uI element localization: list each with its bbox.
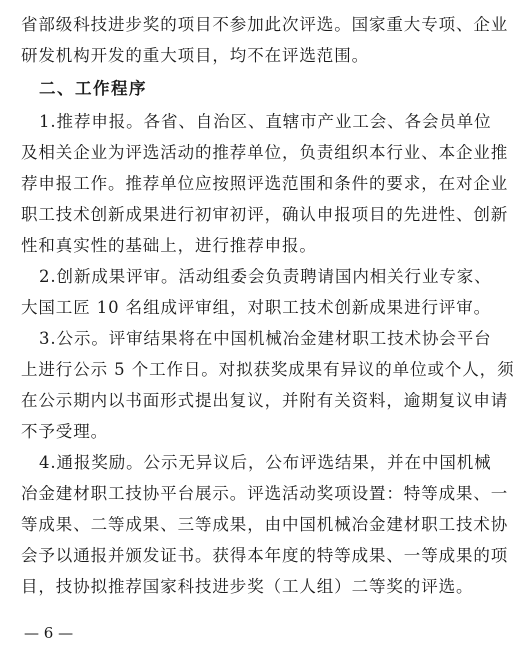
text-line: 上进行公示 5 个工作日。对拟获奖成果有异议的单位或个人，须: [21, 360, 515, 379]
text-line: 冶金建材职工技协平台展示。评选活动奖项设置：特等成果、一: [21, 484, 509, 503]
section-heading: 二、工作程序: [39, 79, 147, 98]
page-number: — 6 —: [24, 624, 74, 642]
text-line: 及相关企业为评选活动的推荐单位，负责组织本行业、本企业推: [21, 143, 509, 162]
text-line: 荐申报工作。推荐单位应按照评选范围和条件的要求，在对企业: [21, 174, 509, 193]
text-line: 在公示期内以书面形式提出复议，并附有关资料，逾期复议申请: [21, 391, 509, 410]
text-line: 会予以通报并颁发证书。获得本年度的特等成果、一等成果的项: [21, 546, 509, 565]
text-line: 2.创新成果评审。活动组委会负责聘请国内相关行业专家、: [39, 267, 492, 286]
text-line: 研发机构开发的重大项目，均不在评选范围。: [21, 46, 369, 65]
text-line: 1.推荐申报。各省、自治区、直辖市产业工会、各会员单位: [39, 112, 492, 131]
text-line: 4.通报奖励。公示无异议后，公布评选结果，并在中国机械: [39, 453, 492, 472]
text-line: 目，技协拟推荐国家科技进步奖（工人组）二等奖的评选。: [21, 577, 474, 596]
text-line: 等成果、二等成果、三等成果，由中国机械冶金建材职工技术协: [21, 515, 509, 534]
text-line: 3.公示。评审结果将在中国机械冶金建材职工技术协会平台: [39, 329, 492, 348]
text-line: 不予受理。: [21, 422, 108, 441]
text-line: 省部级科技进步奖的项目不参加此次评选。国家重大专项、企业: [21, 15, 509, 34]
text-line: 大国工匠 10 名组成评审组，对职工技术创新成果进行评审。: [21, 298, 492, 317]
text-line: 性和真实性的基础上，进行推荐申报。: [21, 236, 317, 255]
text-line: 职工技术创新成果进行初审初评，确认申报项目的先进性、创新: [21, 205, 509, 224]
